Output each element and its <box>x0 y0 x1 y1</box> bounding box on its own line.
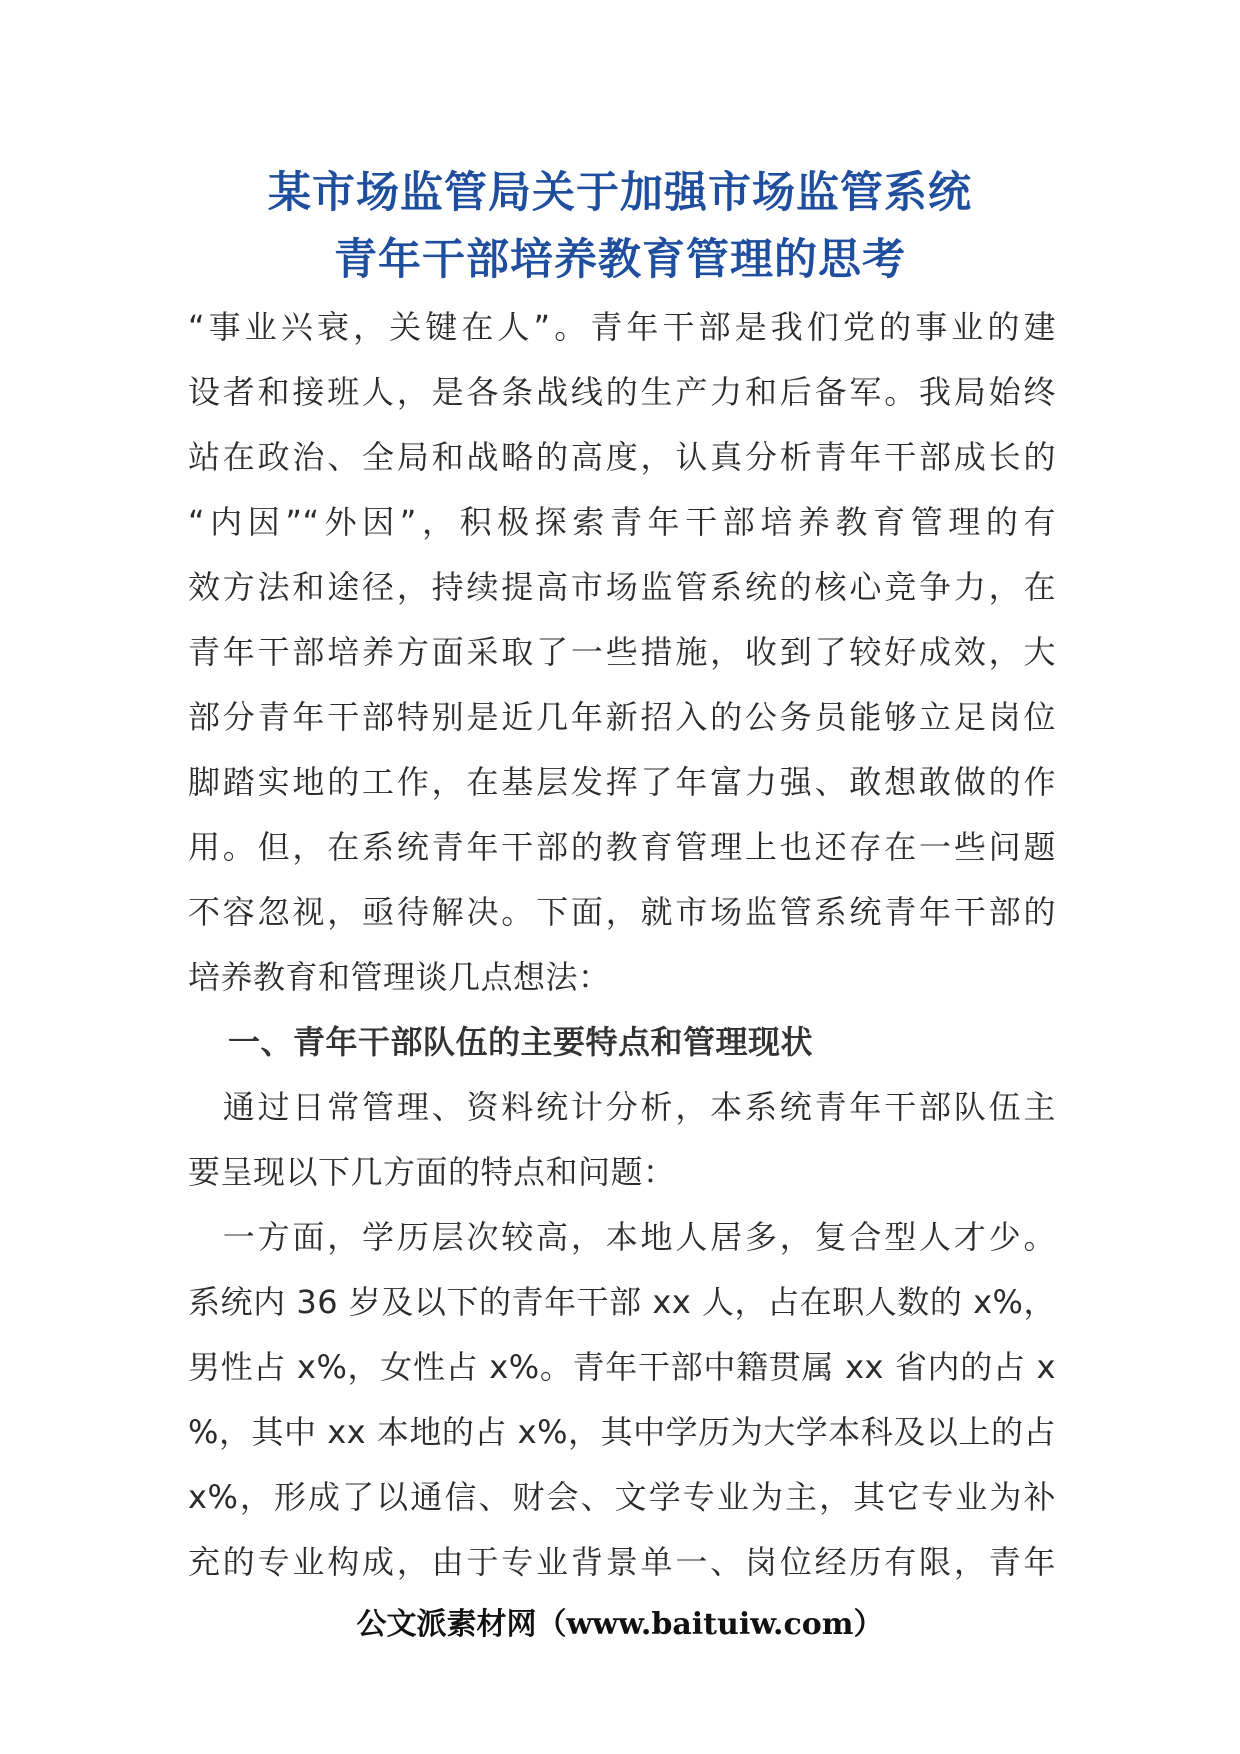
paragraph-line: 培养教育和管理谈几点想法： <box>188 958 611 996</box>
paragraph-line: 用。但，在系统青年干部的教育管理上也还存在一些问题 <box>188 828 1056 866</box>
paragraph-line: 通过日常管理、资料统计分析，本系统青年干部队伍主 <box>188 1088 1056 1126</box>
paragraph-line: “事业兴衰，关键在人”。青年干部是我们党的事业的建 <box>188 308 1056 346</box>
paragraph-line: 一方面，学历层次较高，本地人居多，复合型人才少。 <box>188 1218 1056 1256</box>
paragraph-line: 不容忽视，亟待解决。下面，就市场监管系统青年干部的 <box>188 893 1056 931</box>
paragraph-line: 系统内 36 岁及以下的青年干部 xx 人，占在职人数的 x%， <box>188 1283 1056 1321</box>
paragraph-line: %，其中 xx 本地的占 x%，其中学历为大学本科及以上的占 <box>188 1413 1056 1451</box>
paragraph-line: “内因”“外因”，积极探索青年干部培养教育管理的有 <box>188 503 1056 541</box>
paragraph-line: 部分青年干部特别是近几年新招入的公务员能够立足岗位 <box>188 698 1056 736</box>
section-heading: 一、青年干部队伍的主要特点和管理现状 <box>228 1023 814 1061</box>
document-title-line-2: 青年干部培养教育管理的思考 <box>334 235 906 285</box>
paragraph-line: 男性占 x%，女性占 x%。青年干部中籍贯属 xx 省内的占 x <box>188 1348 1056 1386</box>
paragraph-line: 设者和接班人，是各条战线的生产力和后备军。我局始终 <box>188 373 1056 411</box>
footer-source-text: 公文派素材网（www.baituiw.com） <box>356 1607 884 1642</box>
document-title-line-1: 某市场监管局关于加强市场监管系统 <box>268 168 972 218</box>
paragraph-line: 充的专业构成，由于专业背景单一、岗位经历有限，青年 <box>188 1543 1056 1581</box>
paragraph-line: 青年干部培养方面采取了一些措施，收到了较好成效，大 <box>188 633 1056 671</box>
document-body <box>188 295 1056 1595</box>
paragraph-line: x%，形成了以通信、财会、文学专业为主，其它专业为补 <box>188 1478 1056 1516</box>
paragraph-line: 站在政治、全局和战略的高度，认真分析青年干部成长的 <box>188 438 1056 476</box>
paragraph-line: 效方法和途径，持续提高市场监管系统的核心竞争力，在 <box>188 568 1056 606</box>
paragraph-line: 要呈现以下几方面的特点和问题： <box>188 1153 676 1191</box>
paragraph-line: 脚踏实地的工作，在基层发挥了年富力强、敢想敢做的作 <box>188 763 1056 801</box>
